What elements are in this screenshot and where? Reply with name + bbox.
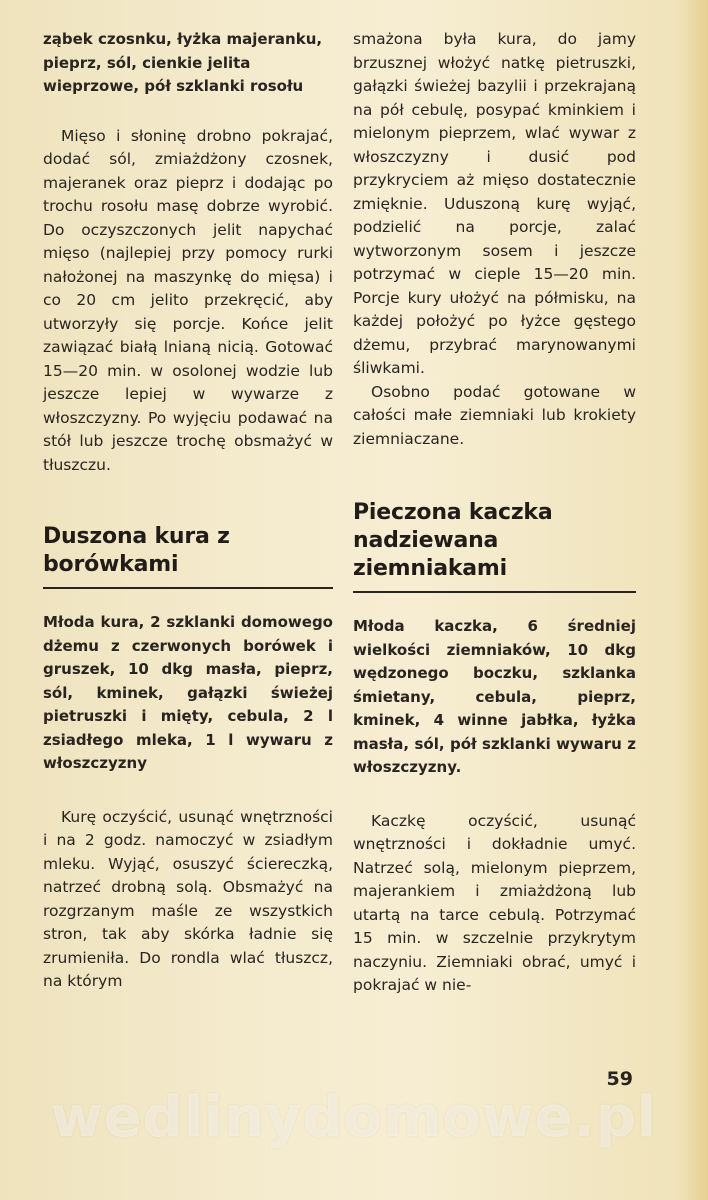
ingredients-duszona-kura: Młoda kura, 2 szklanki domowego dżemu z czerwonych borówek i gruszek, 10 dkg masła, pieprz, sól, kminek, gałązki świeżej pietruszki i mięty, cebula, 2 l zsiadłego mleka, 1 l wywaru z włoszczyzny <box>43 613 333 772</box>
recipe-title-pieczona-kaczka: Pieczona kaczka nadziewana ziemniakami <box>353 500 553 581</box>
method-duszona-kura: Kurę oczyścić, usunąć wnętrzności i na 2 godz. namoczyć w zsiadłym mleku. Wyjąć, osuszyć ściereczką, natrzeć drobną solą. Obsmażyć na rozgrzanym maśle ze wszystkich stron, tak aby skórka ładnie się zrumieniła. Do rondla wlać tłuszcz, na którym <box>43 807 333 990</box>
page-number: 59 <box>606 1068 633 1090</box>
serving-note: Osobno podać gotowane w całości małe ziemniaki lub krokiety ziemniaczane. <box>353 382 636 448</box>
watermark: wedlinydomowe.pl <box>50 1085 658 1150</box>
right-column <box>353 28 636 998</box>
method-continued: Mięso i słoninę drobno pokrajać, dodać sól, zmiażdżony czosnek, majeranek oraz pieprz i dodając po trochu rosołu masę dobrze wyrobić. Do oczyszczonych jelit napychać mięso (najlepiej przy pomocy rurki nałożonej na maszynkę do mięsa) i co 20 cm jelito przekręcić, aby utworzyły się porcje. Końce jelit zawiązać białą lnianą nicią. Gotować 15—20 min. w osolonej wodzie lub jeszcze lepiej w wywarze z włoszczyzny. Po wyjęciu podawać na stół lub jeszcze trochę obsmażyć w tłuszczu. <box>43 126 333 474</box>
left-column <box>43 28 333 994</box>
method-continued-right: smażona była kura, do jamy brzusznej włożyć natkę pietruszki, gałązki świeżej bazylii i przekrajaną na pół cebulę, posypać kminkiem i mielonym pieprzem, wlać wywar z włoszczyzny i dusić pod przykryciem aż mięso dostatecznie zmięknie. Uduszoną kurę wyjąć, podzielić na porcje, zalać wytworzonym sosem i jeszcze potrzymać w cieple 15—20 min. Porcje kury ułożyć na półmisku, na każdej położyć po łyżce gęstego dżemu, przybrać marynowanymi śliwkami. <box>353 30 636 377</box>
title-rule <box>353 591 636 593</box>
title-rule <box>43 587 333 589</box>
ingredients-continued: ząbek czosnku, łyżka majeranku, pieprz, sól, cienkie jelita wieprzowe, pół szklanki rosołu <box>43 30 323 95</box>
recipe-title-duszona-kura: Duszona kura z borówkami <box>43 524 230 577</box>
method-pieczona-kaczka: Kaczkę oczyścić, usunąć wnętrzności i dokładnie umyć. Natrzeć solą, mielonym pieprzem, majerankiem i zmiażdżoną lub utartą na tarce cebulą. Potrzymać 15 min. w szczelnie przykrytym naczyniu. Ziemniaki obrać, umyć i pokrajać w nie- <box>353 811 636 994</box>
ingredients-pieczona-kaczka: Młoda kaczka, 6 średniej wielkości ziemniaków, 10 dkg wędzonego boczku, szklanka śmietany, cebula, pieprz, kminek, 4 winne jabłka, łyżka masła, sól, pół szklanki wywaru z włoszczyzny. <box>353 617 636 776</box>
